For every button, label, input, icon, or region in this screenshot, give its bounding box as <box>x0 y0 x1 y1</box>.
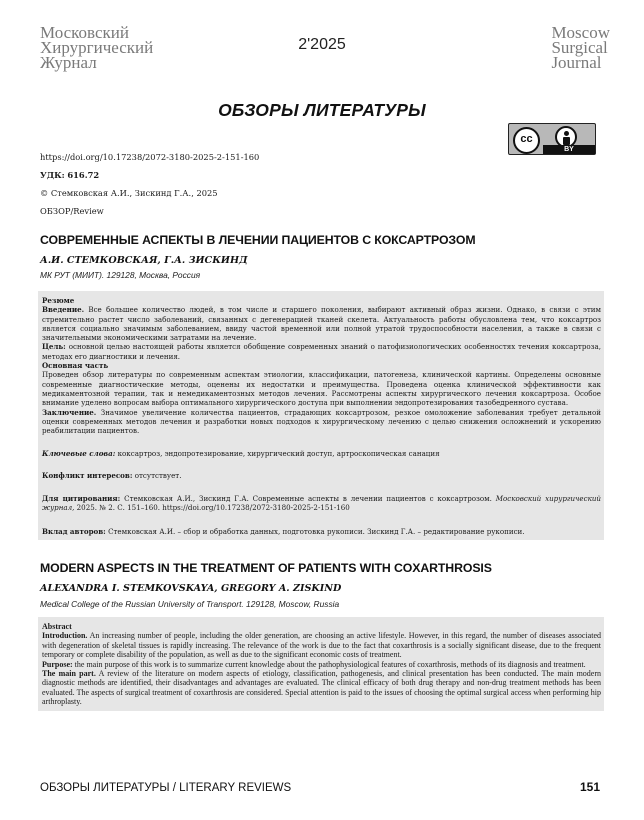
conflict-ru <box>42 471 601 480</box>
copyright: © Стемковская А.И., Зискинд Г.А., 2025 <box>40 188 218 198</box>
udk-label: УДК: <box>40 170 65 180</box>
article-type: ОБЗОР/Review <box>40 206 104 216</box>
logo-en-line-3: Journal <box>551 53 602 72</box>
abstract-box-en <box>38 617 604 711</box>
doi-link[interactable]: https://doi.org/10.17238/2072-3180-2025-2-151-160 <box>40 152 260 162</box>
keywords-label-ru: Ключевые слова: <box>42 449 116 459</box>
abstract-goal-ru <box>42 342 601 361</box>
intro-label-en: Introduction. <box>42 631 88 641</box>
citation-ru <box>42 494 601 513</box>
affiliation-en: Medical College of the Russian University of Transport. 129128, Moscow, Russia <box>40 599 340 609</box>
abstract-intro-ru <box>42 305 601 342</box>
contribution-ru <box>42 527 601 536</box>
logo-en-line-2: Surgical <box>551 38 608 57</box>
keywords-ru <box>42 449 601 458</box>
contrib-label-ru: Вклад авторов: <box>42 526 106 536</box>
main-text-en: A review of the literature on modern aspects of etiology, classification, pathogenesis, and clinical presentation has been conducted. The main modern diagnostic methods are identified, their disadvantages and advantages are evaluated. The clinical efficacy of both drug therapy and non-drug treatment methods has been evaluated. The aspects of surgical treatment of coxarthrosis are considered. Special attention is paid to the issues of choosing the optimal surgical access when performing hip arthroplasty. <box>42 669 602 707</box>
conflict-text-ru: отсутствует. <box>134 470 182 480</box>
main-label-en: The main part. <box>42 669 96 679</box>
section-title: ОБЗОРЫ ЛИТЕРАТУРЫ <box>218 100 426 120</box>
journal-logo-en <box>551 23 610 72</box>
logo-en-line-1: Moscow <box>551 23 610 42</box>
goal-text-ru: основной целью настоящей работы является обобщение современных знаний о патофизиологических особенностях течения коксартроза, методах его диагностики и лечения. <box>42 342 601 361</box>
abstract-main-ru: Проведен обзор литературы по современным аспектам этиологии, классификации, патогенеза, клинической картины. Определены основные современные диагностические методы, оценены их недостатки и преимущества. Проведена оценка клинической эффективности как медикаментозной терапии, так и немедикаментозных методов лечения. Рассмотрены аспекты хирургического лечения коксартроза. Особое внимание уделено вопросам выбора оптимального хирургического доступа при выполнении эндопротезирования тазобедренного сустава. <box>42 370 601 408</box>
abstract-intro-en <box>42 631 601 659</box>
logo-ru-line-3: Журнал <box>40 53 97 72</box>
issue-number: 2'2025 <box>298 36 346 53</box>
authors-en: ALEXANDRA I. STEMKOVSKAYA, GREGORY A. ZISKIND <box>40 583 342 594</box>
article-title-en: MODERN ASPECTS IN THE TREATMENT OF PATIENTS WITH COXARTHROSIS <box>40 561 492 575</box>
purpose-label-en: Purpose: <box>42 659 73 669</box>
abstract-purpose-en <box>42 660 601 669</box>
logo-ru-line-2: Хирургический <box>40 38 154 57</box>
abstract-heading-en: Abstract <box>42 622 72 631</box>
affiliation-ru: МК РУТ (МИИТ). 129128, Москва, Россия <box>40 270 201 280</box>
conflict-label-ru: Конфликт интересов: <box>42 470 133 480</box>
abstract-main-en <box>42 669 601 707</box>
main-label-ru: Основная часть <box>42 361 109 371</box>
udk-line <box>40 170 99 180</box>
abstract-main-heading-ru <box>42 361 601 370</box>
by-label: BY <box>543 145 595 154</box>
abstract-conclusion-ru <box>42 408 601 436</box>
intro-text-en: An increasing number of people, including the older generation, are choosing an active lifestyle. However, in this regard, the number of diseases associated with degeneration of skeletal tissues is rapidly increasing. The relevance of the work is due to the fact that coxarthrosis is a socially significant disease, due to the frequent temporary or complete disability of the population, as well as due to the significant economic costs of treatment. <box>42 631 602 660</box>
cc-icon: cc <box>513 127 540 154</box>
logo-ru-line-1: Московский <box>40 23 129 42</box>
goal-label-ru: Цель: <box>42 342 66 352</box>
concl-text-ru: Значимое увеличение количества пациентов, страдающих коксартрозом, резкое омоложение заболевания требует детальной оценки современных методов лечения и разработки новых подходов к хирургическому лечению с целью снижения осложнений и ускорению реабилитации пациентов. <box>42 407 601 436</box>
keywords-text-ru: коксартроз, эндопротезирование, хирургический доступ, артроскопическая санация <box>117 449 440 459</box>
cc-by-license-badge[interactable] <box>508 123 596 155</box>
udk-value: 616.72 <box>67 170 100 180</box>
citation-label-ru: Для цитирования: <box>42 494 121 504</box>
abstract-heading-ru: Резюме <box>42 296 75 305</box>
abstract-box-ru <box>38 291 604 540</box>
article-title-ru: СОВРЕМЕННЫЕ АСПЕКТЫ В ЛЕЧЕНИИ ПАЦИЕНТОВ С КОКСАРТРОЗОМ <box>40 233 476 247</box>
purpose-text-en: the main purpose of this work is to summarize current knowledge about the pathophysiological features of coxarthrosis, methods of its diagnosis and treatment. <box>74 659 586 669</box>
intro-label-ru: Введение. <box>42 305 85 315</box>
citation-plain-ru: Стемковская А.И., Зискинд Г.А. Современные аспекты в лечении пациентов с коксартрозом. <box>124 494 492 504</box>
contrib-text-ru: Стемковская А.И. – сбор и обработка данных, подготовка рукописи. Зискинд Г.А. – редактирование рукописи. <box>108 526 525 536</box>
authors-ru: А.И. СТЕМКОВСКАЯ, Г.А. ЗИСКИНД <box>40 255 248 266</box>
concl-label-ru: Заключение. <box>42 407 97 417</box>
page-number: 151 <box>579 780 600 794</box>
citation-journal-ru: Московский хирургический журнал, <box>42 494 601 513</box>
intro-text-ru: Все большее количество людей, в том числе и старшего поколения, выбирают активный образ жизни. Однако, в связи с этим стремительно растет число заболеваний, связанных с дегенерацией тканей скелета. Актуальность работы обусловлена тем, что коксартроз является социально значимым заболеванием, ввиду частой временной или полной утратой трудоспособности населения, а также в связи с значительными экономическими затратами на лечение. <box>42 305 601 343</box>
footer-section: ОБЗОРЫ ЛИТЕРАТУРЫ / LITERARY REVIEWS <box>40 782 292 794</box>
citation-tail-ru: 2025. № 2. С. 151–160. https://doi.org/10.17238/2072-3180-2025-2-151-160 <box>76 503 350 513</box>
